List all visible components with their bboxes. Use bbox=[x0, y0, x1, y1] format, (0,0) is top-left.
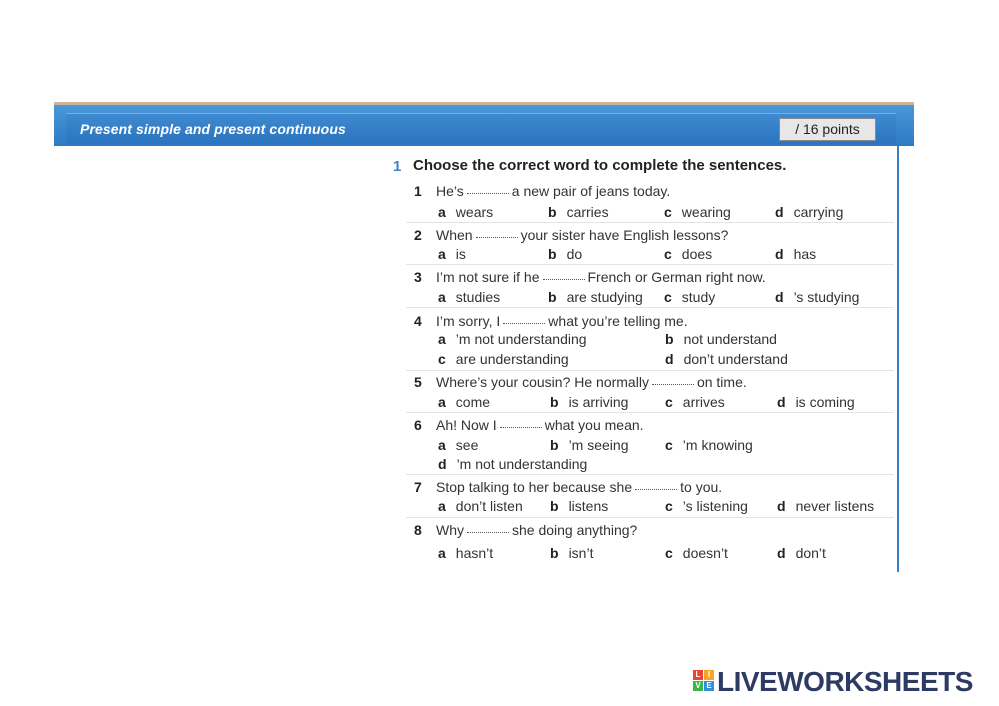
option-d[interactable] bbox=[775, 289, 859, 305]
question-text-before: Why bbox=[436, 522, 464, 538]
option-b[interactable] bbox=[550, 545, 593, 561]
option-a[interactable] bbox=[438, 437, 478, 453]
option-b[interactable] bbox=[550, 498, 608, 514]
option-text: don’t understand bbox=[683, 351, 788, 367]
option-b[interactable] bbox=[665, 331, 777, 347]
option-d[interactable] bbox=[775, 246, 816, 262]
option-letter: c bbox=[665, 545, 673, 561]
option-a[interactable] bbox=[438, 394, 490, 410]
option-text: is bbox=[455, 246, 466, 262]
question-separator bbox=[406, 517, 894, 518]
option-text: study bbox=[681, 289, 716, 305]
option-d[interactable] bbox=[777, 394, 855, 410]
question-number: 8 bbox=[414, 522, 422, 538]
option-text: wearing bbox=[681, 204, 731, 220]
option-text: see bbox=[455, 437, 479, 453]
section-banner bbox=[54, 105, 914, 146]
option-letter: a bbox=[438, 204, 446, 220]
option-text: not understand bbox=[683, 331, 777, 347]
option-letter: c bbox=[665, 498, 673, 514]
option-a[interactable] bbox=[438, 246, 466, 262]
option-b[interactable] bbox=[550, 394, 628, 410]
answer-blank[interactable] bbox=[543, 278, 585, 280]
option-b[interactable] bbox=[548, 289, 643, 305]
option-letter: b bbox=[550, 394, 559, 410]
option-c[interactable] bbox=[664, 246, 712, 262]
option-letter: d bbox=[775, 289, 784, 305]
points-box: / 16 points bbox=[779, 118, 876, 141]
option-text: is arriving bbox=[568, 394, 629, 410]
answer-blank[interactable] bbox=[635, 488, 677, 490]
option-text: ’m not understanding bbox=[455, 331, 587, 347]
question-number: 6 bbox=[414, 417, 422, 433]
option-a[interactable] bbox=[438, 289, 500, 305]
option-letter: a bbox=[438, 394, 446, 410]
logo-letter-tile: V bbox=[693, 681, 703, 691]
question-text bbox=[436, 227, 728, 243]
option-text: arrives bbox=[682, 394, 725, 410]
option-letter: a bbox=[438, 437, 446, 453]
question-text-before: He’s bbox=[436, 183, 464, 199]
question-text-after: a new pair of jeans today. bbox=[511, 183, 671, 199]
option-letter: d bbox=[777, 498, 786, 514]
question-text bbox=[436, 269, 766, 285]
option-text: wears bbox=[455, 204, 494, 220]
option-text: carries bbox=[566, 204, 609, 220]
option-text: carrying bbox=[793, 204, 844, 220]
question-text-before: Ah! Now I bbox=[436, 417, 497, 433]
answer-blank[interactable] bbox=[476, 236, 518, 238]
question-number: 1 bbox=[414, 183, 422, 199]
question-text bbox=[436, 479, 722, 495]
option-c[interactable] bbox=[665, 437, 753, 453]
question-number: 5 bbox=[414, 374, 422, 390]
option-letter: a bbox=[438, 498, 446, 514]
banner-bar bbox=[66, 113, 896, 144]
option-a[interactable] bbox=[438, 204, 493, 220]
option-b[interactable] bbox=[548, 204, 609, 220]
question-number: 4 bbox=[414, 313, 422, 329]
option-text: ’s studying bbox=[793, 289, 860, 305]
option-text: come bbox=[455, 394, 491, 410]
question-text-after: what you’re telling me. bbox=[548, 313, 688, 329]
option-d[interactable] bbox=[777, 498, 874, 514]
option-letter: c bbox=[664, 289, 672, 305]
question-number: 3 bbox=[414, 269, 422, 285]
option-text: ’m knowing bbox=[682, 437, 753, 453]
answer-blank[interactable] bbox=[467, 192, 509, 194]
answer-blank[interactable] bbox=[467, 531, 509, 533]
option-letter: b bbox=[548, 204, 557, 220]
option-a[interactable] bbox=[438, 331, 587, 347]
question-text-after: French or German right now. bbox=[587, 269, 766, 285]
option-a[interactable] bbox=[438, 545, 493, 561]
option-text: isn’t bbox=[568, 545, 594, 561]
option-letter: b bbox=[550, 498, 559, 514]
option-letter: c bbox=[664, 246, 672, 262]
section-title: Present simple and present continuous bbox=[80, 121, 346, 137]
question-text-after: your sister have English lessons? bbox=[520, 227, 729, 243]
option-text: ’s listening bbox=[682, 498, 748, 514]
question-separator bbox=[406, 222, 894, 223]
option-letter: c bbox=[665, 394, 673, 410]
right-border bbox=[897, 146, 899, 572]
option-c[interactable] bbox=[664, 289, 715, 305]
option-letter: d bbox=[775, 246, 784, 262]
question-text bbox=[436, 313, 688, 329]
option-letter: b bbox=[548, 289, 557, 305]
option-letter: d bbox=[777, 545, 786, 561]
option-letter: d bbox=[777, 394, 786, 410]
option-letter: d bbox=[438, 456, 447, 472]
option-b[interactable] bbox=[550, 437, 628, 453]
option-letter: a bbox=[438, 246, 446, 262]
option-d[interactable] bbox=[777, 545, 826, 561]
option-letter: c bbox=[664, 204, 672, 220]
option-b[interactable] bbox=[548, 246, 582, 262]
option-text: listens bbox=[568, 498, 609, 514]
question-text-after: what you mean. bbox=[544, 417, 644, 433]
option-text: ’m seeing bbox=[568, 437, 629, 453]
option-letter: b bbox=[548, 246, 557, 262]
question-text-after: on time. bbox=[696, 374, 747, 390]
question-text-before: I’m not sure if he bbox=[436, 269, 540, 285]
answer-blank[interactable] bbox=[500, 426, 542, 428]
logo-letter-tile: I bbox=[704, 670, 714, 680]
option-c[interactable] bbox=[665, 498, 748, 514]
question-text-after: to you. bbox=[680, 479, 723, 495]
question-text-before: Where’s your cousin? He normally bbox=[436, 374, 649, 390]
question-separator bbox=[406, 412, 894, 413]
option-letter: b bbox=[550, 437, 559, 453]
question-separator bbox=[406, 474, 894, 475]
option-letter: a bbox=[438, 545, 446, 561]
option-text: is coming bbox=[795, 394, 855, 410]
question-text-before: When bbox=[436, 227, 473, 243]
question-number: 7 bbox=[414, 479, 422, 495]
option-letter: d bbox=[775, 204, 784, 220]
question-text-before: Stop talking to her because she bbox=[436, 479, 633, 495]
answer-blank[interactable] bbox=[503, 322, 545, 324]
option-letter: c bbox=[665, 437, 673, 453]
option-a[interactable] bbox=[438, 498, 523, 514]
option-text: has bbox=[793, 246, 817, 262]
option-c[interactable] bbox=[665, 394, 725, 410]
option-letter: d bbox=[665, 351, 674, 367]
exercise-instruction: Choose the correct word to complete the sentences. bbox=[413, 157, 787, 174]
option-letter: c bbox=[438, 351, 446, 367]
question-text bbox=[436, 183, 670, 199]
option-c[interactable] bbox=[438, 351, 569, 367]
option-letter: b bbox=[665, 331, 674, 347]
question-separator bbox=[406, 370, 894, 371]
question-text bbox=[436, 417, 644, 433]
option-c[interactable] bbox=[664, 204, 731, 220]
logo-letter-tile: E bbox=[704, 681, 714, 691]
question-separator bbox=[406, 307, 894, 308]
option-letter: a bbox=[438, 331, 446, 347]
option-letter: a bbox=[438, 289, 446, 305]
option-d[interactable] bbox=[665, 351, 788, 367]
option-d[interactable] bbox=[775, 204, 843, 220]
option-text: never listens bbox=[795, 498, 875, 514]
option-text: ’m not understanding bbox=[456, 456, 588, 472]
option-text: hasn’t bbox=[455, 545, 494, 561]
exercise-number: 1 bbox=[393, 158, 402, 175]
option-text: doesn’t bbox=[682, 545, 728, 561]
option-text: are studying bbox=[566, 289, 643, 305]
logo-grid-icon bbox=[693, 670, 715, 692]
answer-blank[interactable] bbox=[652, 383, 694, 385]
question-text-after: she doing anything? bbox=[512, 522, 638, 538]
question-text-before: I’m sorry, I bbox=[436, 313, 501, 329]
option-text: do bbox=[566, 246, 583, 262]
option-text: does bbox=[681, 246, 713, 262]
logo-text: LIVEWORKSHEETS bbox=[717, 666, 973, 697]
option-c[interactable] bbox=[665, 545, 728, 561]
question-text bbox=[436, 522, 637, 538]
question-number: 2 bbox=[414, 227, 422, 243]
option-text: are understanding bbox=[455, 351, 569, 367]
option-letter: b bbox=[550, 545, 559, 561]
option-text: studies bbox=[455, 289, 501, 305]
option-text: don’t listen bbox=[455, 498, 523, 514]
option-text: don’t bbox=[795, 545, 826, 561]
question-text bbox=[436, 374, 747, 390]
logo-letter-tile: L bbox=[693, 670, 703, 680]
option-d[interactable] bbox=[438, 456, 587, 472]
question-separator bbox=[406, 264, 894, 265]
